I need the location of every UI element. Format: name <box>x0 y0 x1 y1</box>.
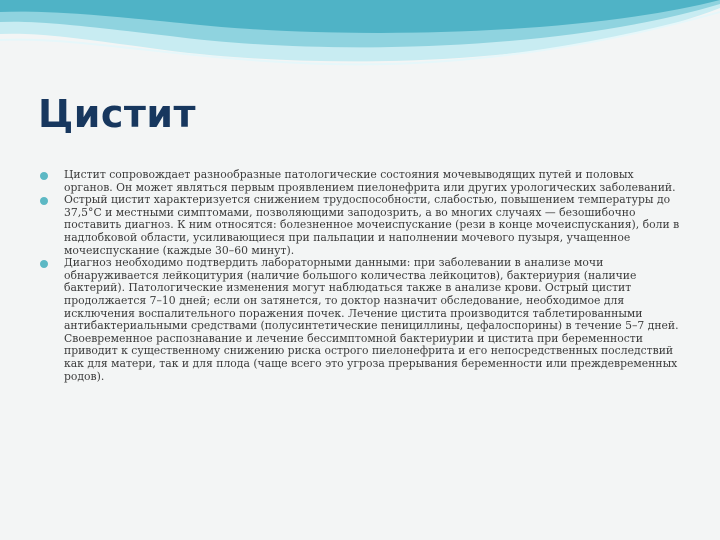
bullet-list <box>40 169 680 383</box>
bullet-dot-icon <box>40 172 48 180</box>
slide-title: Цистит <box>38 92 197 136</box>
bullet-item <box>40 257 680 383</box>
bullet-text: Диагноз необходимо подтвердить лабораторными данными: при заболевании в анализе мочи обнаруживается лейкоцитурия (наличие большого количества лейкоцитов), бактериурия (наличие бактерий). Патологические изменения могут наблюдаться также в анализе крови. Острый цистит продолжается 7–10 дней; если он затянется, то доктор назначит обследование, необходимое для исключения воспалительного поражения почек. Лечение цистита производится таблетированными антибактериальными средствами (полусинтетические пенициллины, цефалоспорины) в течение 5–7 дней. Своевременное распознавание и лечение бессимптомной бактериурии и цистита при беременности приводит к существенному снижению риска острого пиелонефрита и его непосредственных последствий как для матери, так и для плода (чаще всего это угроза прерывания беременности или преждевременных родов). <box>64 256 679 383</box>
bullet-text: Цистит сопровождает разнообразные патологические состояния мочевыводящих путей и половых органов. Он может являться первым проявлением пиелонефрита или других урологических заболеваний. <box>64 168 676 194</box>
bullet-dot-icon <box>40 260 48 268</box>
bullet-dot-icon <box>40 197 48 205</box>
bullet-item <box>40 169 680 194</box>
bullet-text: Острый цистит характеризуется снижением трудоспособности, слабостью, повышением температуры до 37,5°С и местными симптомами, позволяющими заподозрить, а во многих случаях — безошибочно поставить диагноз. К ним относятся: болезненное мочеиспускание (рези в конце мочеиспускания), боли в надлобковой области, усиливающиеся при пальпации и наполнении мочевого пузыря, учащенное мочеиспускание (каждые 30–60 минут). <box>64 193 680 257</box>
bullet-item <box>40 194 680 257</box>
top-wave-decoration <box>0 0 720 80</box>
